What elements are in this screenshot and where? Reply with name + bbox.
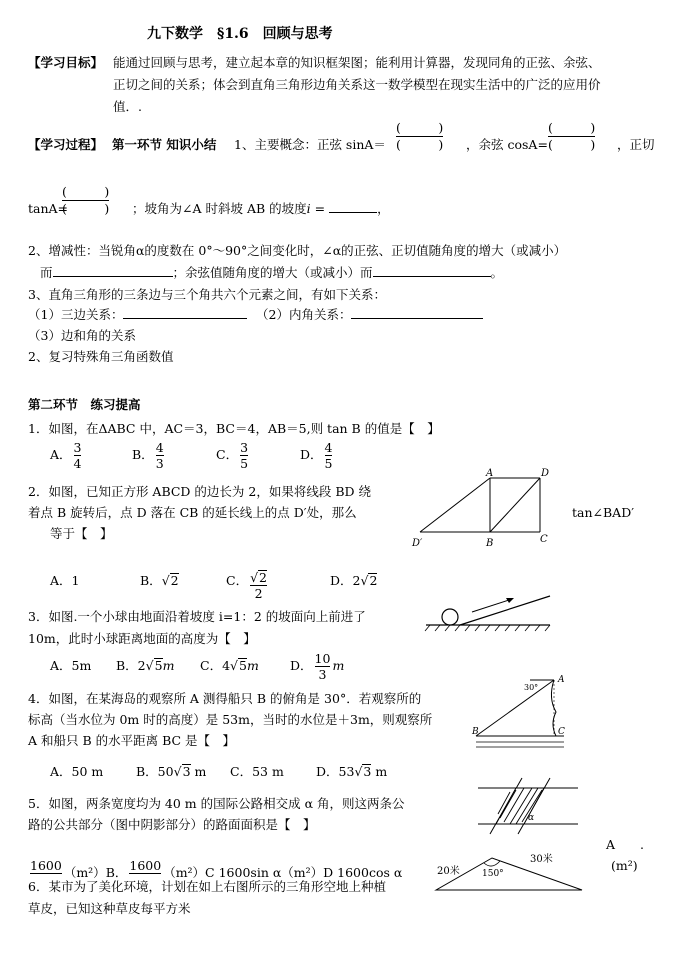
q2-label-b: B	[486, 538, 494, 549]
q4-option-b[interactable]: B．50√3 m	[136, 764, 207, 779]
cos-fraction: $\frac{( )}{( )}$	[548, 120, 596, 152]
q6-right-label: 30米	[530, 854, 553, 865]
q2-options	[50, 566, 378, 601]
goal-line-1: 能通过回顾与思考，建立起本章的知识框架图；能利用计算器，发现同角的正弦、余弦、	[113, 55, 601, 70]
q4-options	[50, 763, 387, 780]
q4-label-b: B	[472, 727, 479, 737]
q2-side: tan∠BAD′	[572, 505, 635, 520]
q5-side-a: A .	[606, 837, 645, 852]
q5-line1: 5．如图，两条宽度均为 40 m 的国际公路相交成 α 角，则这两条公	[28, 796, 405, 811]
goal-label: 【学习目标】	[28, 55, 104, 70]
sides-blank[interactable]	[123, 318, 247, 319]
q4-label-a: A	[558, 675, 565, 685]
q6-line2: 草皮，已知这种草皮每平方米	[28, 901, 191, 916]
q4-sight-line	[476, 680, 554, 736]
q6-line1: 6．某市为了美化环境，计划在如上右图所示的三角形空地上种植	[28, 879, 386, 894]
q4-option-a[interactable]: A．50 m	[50, 764, 104, 779]
q2-label-d: D	[541, 468, 550, 479]
item4: 2、复习特殊角三角函数值	[28, 349, 174, 364]
tan-fraction: $\frac{( )}{( )}$	[62, 184, 110, 216]
q5-crossing-roads-figure	[476, 778, 580, 836]
increase-blank[interactable]	[53, 276, 173, 277]
q4-option-c[interactable]: C．53 m	[230, 764, 284, 779]
q2-line2: 着点 B 旋转后，点 D 落在 CB 的延长线上的点 D′处，那么	[28, 505, 357, 520]
q2-option-a[interactable]: A．1	[50, 573, 80, 588]
sin-fraction: $\frac{( )}{( )}$	[396, 120, 444, 152]
q5-option-b[interactable]: B．	[105, 865, 128, 880]
q5-shaded-region	[496, 788, 544, 824]
tan-label: tanA=	[28, 201, 69, 216]
q4-label-c: C	[558, 727, 565, 737]
cos-text: ，余弦 cosA=	[466, 137, 548, 152]
q2-option-d[interactable]: D．2√2	[330, 573, 378, 588]
goal-line-2: 正切之间的关系；体会到直角三角形边角关系这一数学模型在现实生活中的广泛的应用价	[113, 77, 601, 92]
q6-triangle-figure	[430, 846, 590, 894]
q2-option-b[interactable]: B．√2	[140, 573, 179, 588]
q1-option-c[interactable]: C． $\frac{3}{5}$	[216, 440, 249, 471]
q4-island-figure	[468, 672, 578, 752]
item2-line2: 而 ；余弦值随角度的增大（或减小）而 。	[40, 265, 504, 280]
q2-label-c: C	[540, 534, 548, 545]
q3-option-b[interactable]: B．2√5m	[116, 658, 175, 673]
q6-angle-label: 150°	[482, 869, 504, 879]
q4-option-d[interactable]: D．53√3 m	[316, 764, 388, 779]
q3-ball-slope-figure	[424, 590, 554, 635]
q3-line2: 10m，此时小球距离地面的高度为【 】	[28, 631, 256, 646]
q5-option-a[interactable]: 1600	[30, 858, 62, 873]
q4-line2: 标高（当水位为 0m 时的高度）是 53m，当时的水位是＋3m，则观察所	[28, 712, 433, 727]
q4-line3: A 和船只 B 的水平距离 BC 是【 】	[28, 733, 236, 748]
q3-option-c[interactable]: C．4√5m	[200, 658, 259, 673]
item3-3: （3）边和角的关系	[28, 328, 136, 343]
item3-2: （2）内角关系：	[256, 306, 483, 323]
tan-intro: ，正切	[617, 137, 655, 152]
q3-slope	[460, 596, 550, 625]
decrease-blank[interactable]	[373, 276, 491, 277]
slope-blank[interactable]	[329, 212, 377, 213]
q2-edge-ad2	[420, 478, 490, 532]
process-label: 【学习过程】	[28, 137, 104, 152]
q1-stem: 1．如图，在ΔABC 中，AC＝3，BC＝4，AB＝5,则 tan B 的值是【 】	[28, 421, 440, 436]
section1-title: 第一环节 知识小结	[112, 137, 217, 152]
item2-line1: 2、增减性：当锐角α的度数在 0°～90°之间变化时，∠α的正弦、正切值随角度的增大（或减小）	[28, 243, 567, 258]
q2-square-figure	[410, 470, 560, 550]
item3: 3、直角三角形的三条边与三个角共六个元素之间，有如下关系：	[28, 287, 386, 302]
q5-line2: 路的公共部分（图中阴影部分）的路面面积是【 】	[28, 817, 316, 832]
q2-option-c[interactable]: C． $\frac{√2}{2}$	[226, 570, 267, 601]
q2-diagonal-bd	[490, 478, 540, 532]
q6-left-label: 20米	[437, 866, 460, 877]
q2-label-d-prime: D′	[412, 538, 423, 549]
q4-line1: 4．如图，在某海岛的观察所 A 测得船只 B 的俯角是 30°．若观察所的	[28, 691, 422, 706]
angles-blank[interactable]	[351, 318, 483, 319]
q2-label-a: A	[486, 468, 494, 479]
q1-option-d[interactable]: D． $\frac{4}{5}$	[300, 440, 333, 471]
q5-side-unit: (m²)	[611, 858, 638, 873]
page-title: 九下数学 §1.6 回顾与思考	[147, 26, 333, 42]
slope-text: ；坡角为∠A 时斜坡 AB 的坡度i = ，	[132, 201, 390, 216]
q1-options	[50, 440, 334, 476]
q3-ground-hatch	[425, 625, 550, 631]
q2-line3: 等于【 】	[50, 526, 113, 541]
q3-option-d[interactable]: D． $\frac{10}{3}$ m	[290, 651, 345, 682]
q5-options-rest[interactable]: （m²）C 1600sin α（m²）D 1600cos α	[163, 865, 403, 880]
q3-option-a[interactable]: A．5m	[50, 658, 92, 673]
item3-1: （1）三边关系：	[28, 306, 247, 323]
q2-line1: 2．如图，已知正方形 ABCD 的边长为 2，如果将线段 BD 绕	[28, 484, 372, 499]
concept-intro: 1、主要概念：正弦 sinA＝	[234, 137, 386, 152]
q5-alpha-label: α	[528, 813, 535, 823]
q3-ball	[442, 609, 458, 625]
q4-angle-label: 30°	[524, 683, 539, 692]
q1-option-b[interactable]: B． $\frac{4}{3}$	[132, 440, 164, 471]
goal-line-3: 值．.	[113, 99, 142, 114]
q3-line1: 3．如图.一个小球由地面沿着坡度 i=1：2 的坡面向上前进了	[28, 609, 366, 624]
q1-option-a[interactable]: A． $\frac{3}{4}$	[50, 440, 82, 471]
section2-title: 第二环节 练习提高	[28, 397, 141, 412]
q3-options	[50, 651, 344, 685]
q5-options: 1600 （m²）B． 1600 （m²）C 1600sin α（m²）D 1600cos α	[28, 858, 402, 889]
